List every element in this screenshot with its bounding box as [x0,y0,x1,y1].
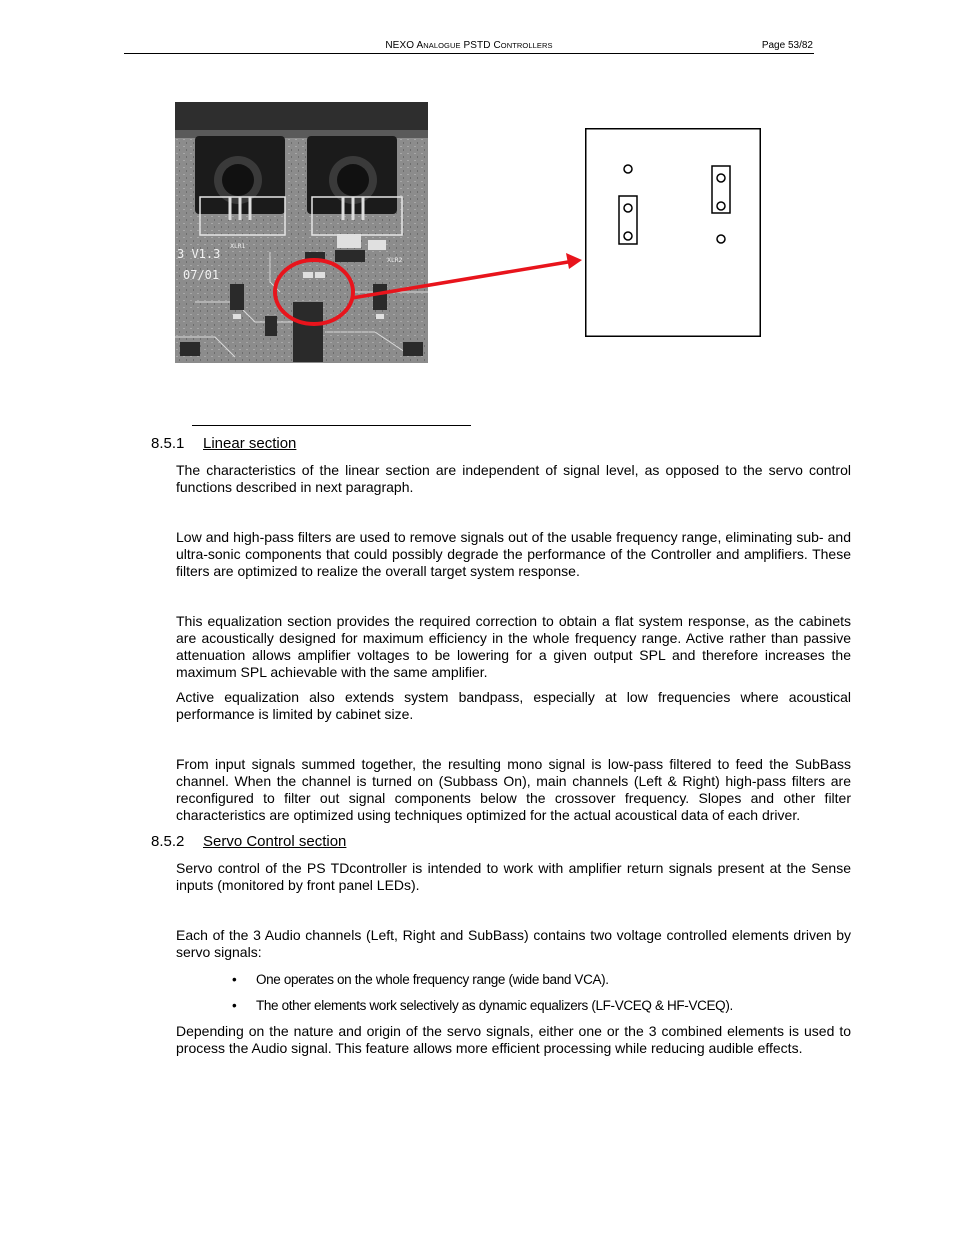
paragraph-audio-channels: Each of the 3 Audio channels (Left, Right and SubBass) contains two voltage controlled elements driven by servo signals: [176,927,851,960]
section-title: Linear section [203,435,297,452]
section-heading-servo [151,833,346,850]
section-number: 8.5.1 [151,435,185,452]
paragraph-linear-intro: The characteristics of the linear section are independent of signal level, as opposed to the servo control functions described in next paragraph. [176,462,851,495]
paragraph-subbass: From input signals summed together, the resulting mono signal is low-pass filtered to feed the SubBass channel. When the channel is turned on (Subbass On), main channels (Left & Right) high-pass filters are reconfigured to filter out signal components below the crossover frequency. Slopes and other filter characteristics are optimized using techniques optimized for the actual acoustical data of each driver. [176,756,851,823]
section-number: 8.5.2 [151,833,185,850]
section-heading-linear [151,435,296,452]
paragraph-filters: Low and high-pass filters are used to remove signals out of the usable frequency range, eliminating sub- and ultra-sonic components that could possibly degrade the performance of the Controller and amplifiers. These filters are optimized to realize the overall target system response. [176,529,851,579]
jumper-diagram [585,128,761,337]
bullet-icon: • [232,972,237,987]
bullet-icon: • [232,998,237,1013]
caption-divider [192,425,471,426]
pcb-photo [175,102,428,363]
section-title: Servo Control section [203,833,347,850]
paragraph-equalization: This equalization section provides the required correction to obtain a flat system response, as the cabinets are acoustically designed for maximum efficiency in the whole frequency range. Active rather than passive attenuation allows amplifier voltages to be lowering for a given output SPL and therefore increases the maximum SPL achievable with the same amplifier. [176,613,851,680]
paragraph-processing: Depending on the nature and origin of the servo signals, either one or the 3 combined elements is used to process the Audio signal. This feature allows more efficient processing while reducing audible effects. [176,1023,851,1056]
pointer-arrow [340,240,600,310]
board-date-label: 07/01 [183,268,220,282]
document-title: NEXO ANALOGUE PSTD CONTROLLERS [385,40,553,51]
xlr2-label: XLR2 [387,257,403,264]
xlr1-label: XLR1 [230,243,246,250]
paragraph-servo-intro: Servo control of the PS TDcontroller is intended to work with amplifier return signals present at the Sense inputs (monitored by front panel LEDs). [176,860,851,893]
board-version-label: 3 V1.3 [177,247,221,261]
page-number: Page 53/82 [761,40,813,51]
page-header [124,40,814,54]
paragraph-active-eq: Active equalization also extends system bandpass, especially at low frequencies where acoustical performance is limited by cabinet size. [176,689,851,722]
